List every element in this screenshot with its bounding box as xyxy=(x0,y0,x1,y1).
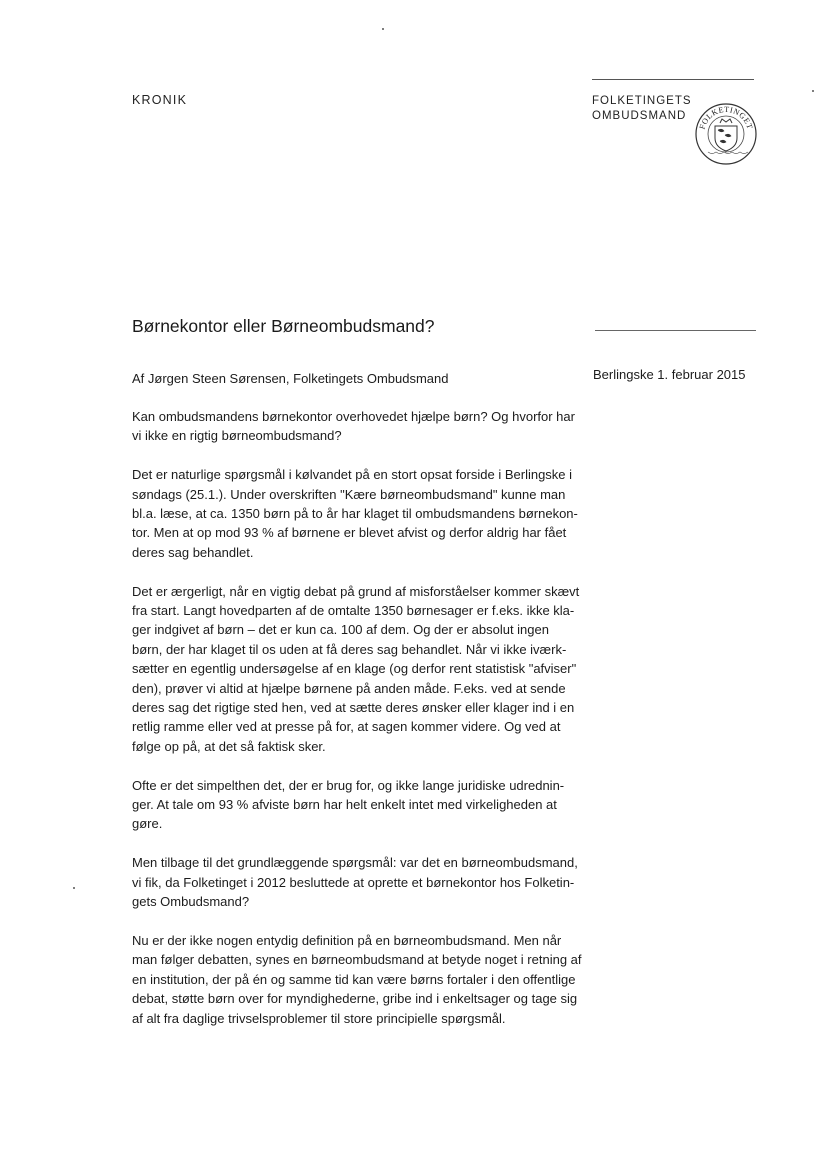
text-line: Nu er der ikke nogen entydig definition på en børneombudsmand. Men når xyxy=(132,932,562,948)
text-line: deres sag det rigtige sted hen, ved at sætte deres ønsker eller klager ind i en xyxy=(132,700,575,716)
paragraph xyxy=(132,407,592,446)
article-byline: Af Jørgen Steen Sørensen, Folketingets Ombudsmand xyxy=(132,371,449,386)
text-line: vi ikke en rigtig børneombudsmand? xyxy=(132,428,342,444)
paragraph xyxy=(132,465,592,562)
text-line: gøre. xyxy=(132,816,163,832)
brand-line-1: FOLKETINGETS xyxy=(592,95,692,107)
brand-top-rule xyxy=(592,79,754,80)
section-label: KRONIK xyxy=(132,93,188,107)
text-line: bl.a. læse, at ca. 1350 børn på to år har klaget til ombudsmandens børnekon- xyxy=(132,506,578,522)
text-line: børn, der har klaget til os uden at få deres sag behandlet. Når vi ikke iværk- xyxy=(132,641,567,657)
article-title: Børnekontor eller Børneombudsmand? xyxy=(132,316,435,336)
text-line: søndags (25.1.). Under overskriften "Kære børneombudsmand" kunne man xyxy=(132,486,566,502)
text-line: Ofte er det simpelthen det, der er brug for, og ikke lange juridiske udrednin- xyxy=(132,777,565,793)
text-line: ger. At tale om 93 % afviste børn har helt enkelt intet med virkeligheden at xyxy=(132,797,557,813)
text-line: den), prøver vi altid at hjælpe børnene på anden måde. F.eks. ved at sende xyxy=(132,680,566,696)
paragraph xyxy=(132,582,592,757)
text-line: Det er naturlige spørgsmål i kølvandet på en stort opsat forside i Berlingske i xyxy=(132,467,573,483)
text-line: vi fik, da Folketinget i 2012 besluttede at oprette et børnekontor hos Folketin- xyxy=(132,874,575,890)
paragraph xyxy=(132,931,592,1028)
text-line: Kan ombudsmandens børnekontor overhovedet hjælpe børn? Og hvorfor har xyxy=(132,409,575,424)
text-line: sætter en egentlig undersøgelse af en klage (og derfor rent statistisk "afviser" xyxy=(132,661,577,677)
text-line: ger indgivet af børn – det er kun ca. 100 af dem. Og der er absolut ingen xyxy=(132,622,549,638)
scan-speck xyxy=(73,887,75,889)
text-line: debat, støtte børn over for myndighederne, gribe ind i enkeltsager og tage sig xyxy=(132,991,578,1007)
parliament-seal-icon xyxy=(694,102,758,166)
text-line: retlig ramme eller ved at presse på for, at sagen kommer videre. Og ved at xyxy=(132,719,561,735)
text-line: gets Ombudsmand? xyxy=(132,894,250,910)
text-line: følge op på, at det så faktisk sker. xyxy=(132,738,326,754)
scan-speck xyxy=(382,28,384,30)
text-line: fra start. Langt hovedparten af de omtalte 1350 børnesager er f.eks. ikke kla- xyxy=(132,603,575,619)
text-line: en institution, der på én og samme tid kan være børns fortaler i den offentlige xyxy=(132,971,576,987)
text-line: Det er ærgerligt, når en vigtig debat på grund af misforståelser kommer skævt xyxy=(132,583,580,599)
paragraph xyxy=(132,853,592,911)
text-line: tor. Men at op mod 93 % af børnene er blevet afvist og derfor aldrig har fået xyxy=(132,525,567,541)
seal-lettering: FOLKETINGET xyxy=(697,104,755,131)
brand-name xyxy=(592,94,692,124)
text-line: deres sag behandlet. xyxy=(132,544,254,560)
publication-date: Berlingske 1. februar 2015 xyxy=(593,367,746,382)
text-line: man følger debatten, synes en børneombudsmand at betyde noget i retning af xyxy=(132,952,582,968)
article-body xyxy=(132,407,592,1047)
sidebar-rule xyxy=(595,330,756,331)
paragraph xyxy=(132,776,592,834)
text-line: Men tilbage til det grundlæggende spørgsmål: var det en børneombudsmand, xyxy=(132,855,578,871)
brand-line-2: OMBUDSMAND xyxy=(592,110,687,122)
text-line: af alt fra daglige trivselsproblemer til store principielle spørgsmål. xyxy=(132,1010,506,1026)
scan-speck xyxy=(812,90,814,92)
